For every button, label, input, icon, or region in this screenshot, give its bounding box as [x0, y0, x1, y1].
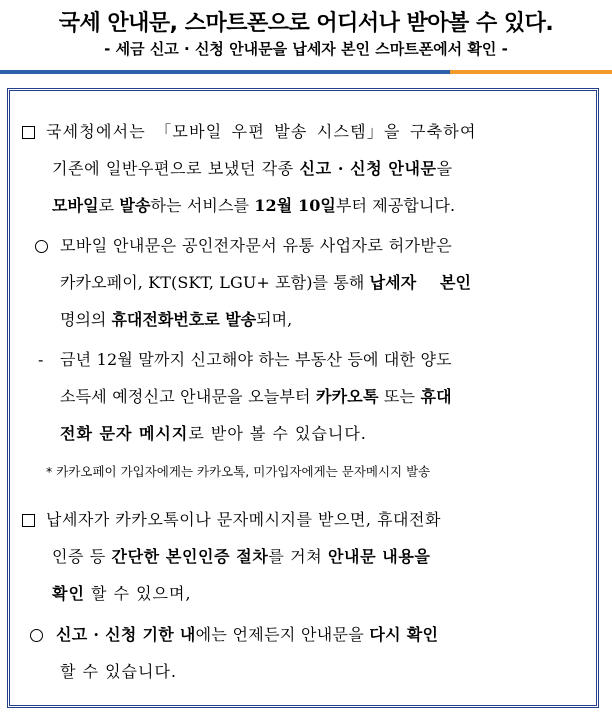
divider-orange: [450, 70, 612, 74]
circle-bullet-icon: [30, 629, 43, 642]
p5-line1: 신고 · 신청 기한 내에는 언제든지 안내문을 다시 확인: [56, 625, 439, 644]
square-bullet-icon: [22, 514, 35, 527]
page-subtitle: - 세금 신고 · 신청 안내문을 납세자 본인 스마트폰에서 확인 -: [104, 40, 508, 58]
square-bullet-icon: [22, 126, 35, 139]
header: [0, 0, 612, 75]
p1-line1: 국세청에서는 「모바일 우편 발송 시스템」을 구축하여: [46, 122, 477, 141]
p2-line1: 모바일 안내문은 공인전자문서 유통 사업자로 허가받은: [60, 236, 453, 255]
footnote: * 카카오페이 가입자에게는 카카오톡, 미가입자에게는 문자메시지 발송: [46, 464, 431, 479]
circle-bullet-icon: [35, 240, 48, 253]
p4-line3: 확인 할 수 있으며,: [52, 584, 192, 603]
dash-bullet: -: [38, 350, 44, 369]
p3-line3: 전화 문자 메시지로 받아 볼 수 있습니다.: [60, 424, 367, 443]
divider-blue: [0, 70, 450, 74]
p4-line1: 납세자가 카카오톡이나 문자메시지를 받으면, 휴대전화: [46, 510, 441, 529]
p2-line3: 명의의 휴대전화번호로 발송되며,: [60, 310, 293, 329]
p1-line2: 기존에 일반우편으로 보냈던 각종 신고 · 신청 안내문을: [52, 159, 453, 178]
p1-line3: 모바일로 발송하는 서비스를 12월 10일부터 제공합니다.: [52, 196, 456, 215]
p5-line2: 할 수 있습니다.: [60, 662, 177, 681]
p2-line2: 카카오페이, KT(SKT, LGU+ 포함)를 통해 납세자 본인: [60, 273, 472, 292]
p3-line1: 금년 12월 말까지 신고해야 하는 부동산 등에 대한 양도: [60, 350, 452, 369]
p4-line2: 인증 등 간단한 본인인증 절차를 거쳐 안내문 내용을: [52, 547, 431, 566]
p3-line2: 소득세 예정신고 안내문을 오늘부터 카카오톡 또는 휴대: [60, 387, 452, 406]
page-title: 국세 안내문, 스마트폰으로 어디서나 받아볼 수 있다.: [58, 11, 554, 36]
